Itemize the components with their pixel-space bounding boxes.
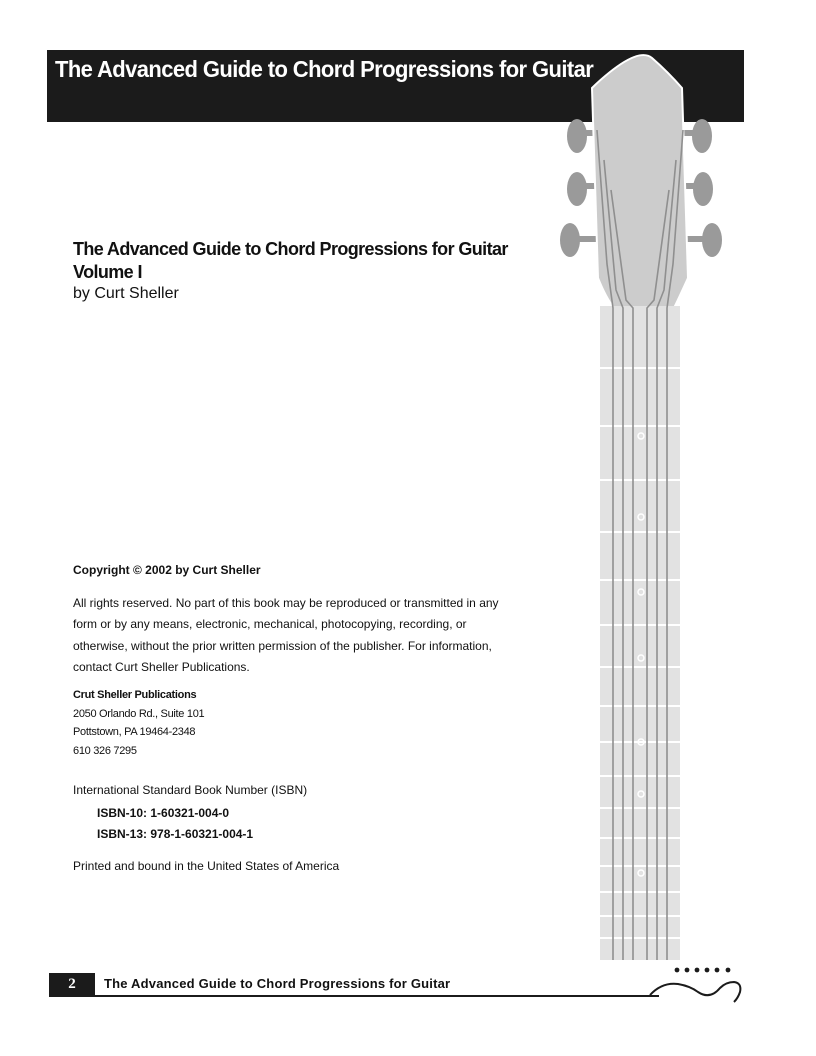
decorative-swash-icon: [640, 962, 750, 1007]
book-author: by Curt Sheller: [73, 285, 179, 302]
printed-in-line: Printed and bound in the United States of America: [73, 859, 340, 873]
publisher-address-line-2: Pottstown, PA 19464-2348: [73, 726, 196, 738]
copyright-line: Copyright © 2002 by Curt Sheller: [73, 563, 261, 577]
publisher-block: [73, 686, 204, 760]
isbn-intro: International Standard Book Number (ISBN): [73, 783, 308, 797]
footer-rule: [49, 995, 659, 997]
rights-paragraph: All rights reserved. No part of this book may be reproduced or transmitted in any form or by any means, electronic, mechanical, photocopying, recording, or otherwise, without the prior written permission of the publisher. For information, contact Curt Sheller Publications.: [73, 596, 499, 674]
guitar-neck-illustration: [540, 50, 740, 960]
isbn-13: ISBN-13: 978-1-60321-004-1: [97, 827, 254, 841]
page-number: 2: [68, 976, 76, 992]
header-title: The Advanced Guide to Chord Progressions for Guitar: [55, 56, 594, 83]
publisher-name: Crut Sheller Publications: [73, 689, 197, 701]
isbn-10: ISBN-10: 1-60321-004-0: [97, 806, 230, 820]
publisher-phone: 610 326 7295: [73, 744, 137, 757]
neck: [600, 306, 680, 960]
page-number-box: [49, 973, 95, 995]
book-title: The Advanced Guide to Chord Progressions for Guitar: [73, 239, 508, 259]
footer-title: The Advanced Guide to Chord Progressions for Guitar: [104, 976, 451, 991]
publisher-address-line-1: 2050 Orlando Rd., Suite 101: [73, 707, 205, 720]
title-block: [73, 238, 508, 304]
book-volume: Volume I: [73, 262, 142, 282]
